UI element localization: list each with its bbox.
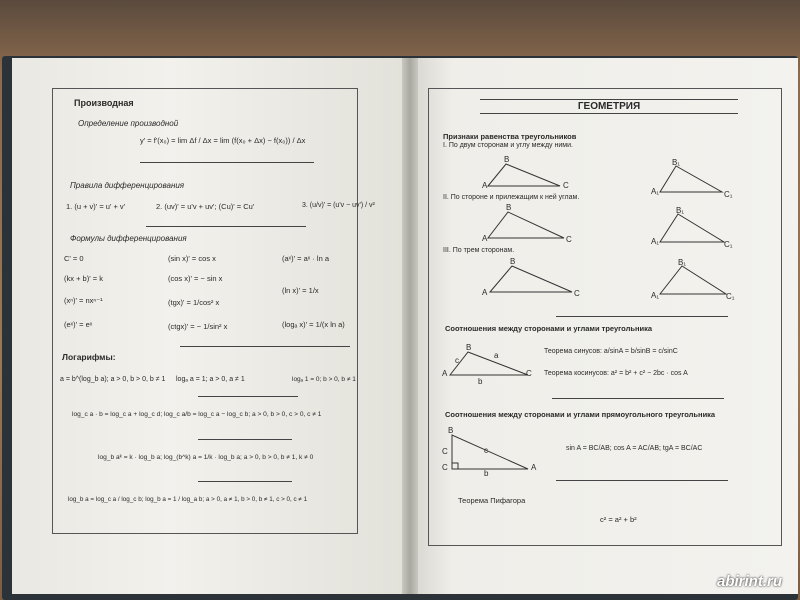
label-B: B <box>504 155 510 164</box>
label-B: B <box>466 343 472 352</box>
triangle-abc-3 <box>490 266 572 292</box>
triangle-a1b1c1-3 <box>660 266 726 294</box>
log-line-4: log_c a · b = log_c a + log_c d; log_c a/b = log_c a − log_c b; a > 0, b > 0, c > 0, c ≠ 1 <box>72 411 322 418</box>
right-triangle-figure <box>440 425 540 480</box>
label-C: C <box>526 369 532 378</box>
divider-line <box>556 480 728 481</box>
pythagoras-label: Теорема Пифагора <box>458 496 526 505</box>
divider-line <box>180 346 350 347</box>
formula-4: (kx + b)' = k <box>64 274 103 283</box>
triangle-a1b1c1-1 <box>660 166 722 192</box>
congruence-item-2: II. По стороне и прилежащим к ней углам. <box>443 194 580 201</box>
formula-7: (xⁿ)' = nxⁿ⁻¹ <box>64 296 103 305</box>
sides-angles-title: Соотношения между сторонами и углами треугольника <box>445 324 653 333</box>
label-C: C <box>563 181 569 190</box>
label-C1: C₁ <box>726 292 735 301</box>
derivative-title: Производная <box>74 98 134 108</box>
log-line-1: a = b^(log_b a); a > 0, b > 0, b ≠ 1 <box>60 376 166 383</box>
pythagoras-formula: c² = a² + b² <box>600 515 637 524</box>
right-triangle-formulas: sin A = BC/AB; cos A = AC/AB; tgA = BC/AC <box>566 445 703 452</box>
divider-line <box>140 162 314 163</box>
divider-line <box>552 398 724 399</box>
label-C-side-a: C <box>442 447 448 456</box>
label-b: b <box>484 469 489 478</box>
congruence-title: Признаки равенства треугольников <box>443 132 577 141</box>
formula-10: (eˣ)' = eˣ <box>64 320 93 329</box>
log-title: Логарифмы: <box>62 352 116 362</box>
label-A: A <box>482 234 488 243</box>
label-C1: C₁ <box>724 190 733 199</box>
label-A1: A₁ <box>651 187 660 196</box>
rule-2: 2. (uv)' = u'v + uv'; (Cu)' = Cu' <box>156 202 255 211</box>
label-B: B <box>510 257 516 266</box>
label-A: A <box>482 288 488 297</box>
triangle-abc-2 <box>488 212 564 238</box>
cosine-theorem: Теорема косинусов: a² = b² + c² − 2bc · cos A <box>544 370 688 377</box>
log-line-5: log_b aᵏ = k · log_b a; log_(b^k) a = 1/k · log_b a; a > 0, b > 0, b ≠ 1, k ≠ 0 <box>98 454 314 461</box>
log-line-3: logₐ 1 = 0; b > 0, b ≠ 1 <box>292 376 356 383</box>
label-b: b <box>478 377 483 386</box>
divider-line <box>198 439 292 440</box>
formula-11: (ctgx)' = − 1/sin² x <box>168 322 228 331</box>
formula-2: (sin x)' = cos x <box>168 254 216 263</box>
label-A: A <box>442 369 448 378</box>
congruence-item-1: I. По двум сторонам и углу между ними. <box>443 142 573 149</box>
label-B: B <box>448 426 454 435</box>
label-C: C <box>574 289 580 298</box>
divider-line <box>146 226 306 227</box>
geometry-title: ГЕОМЕТРИЯ <box>480 99 738 114</box>
rule-1: 1. (u + v)' = u' + v' <box>66 202 126 211</box>
log-line-2: logₐ a = 1; a > 0, a ≠ 1 <box>176 376 245 383</box>
rules-title: Правила дифференцирования <box>70 181 185 190</box>
congruence-item-3: III. По трем сторонам. <box>443 247 515 254</box>
triangle-a1b1c1-2 <box>660 214 724 242</box>
left-frame <box>52 88 358 534</box>
label-A: A <box>482 181 488 190</box>
divider-line <box>198 396 298 397</box>
formula-3: (aˣ)' = aˣ · ln a <box>282 254 329 263</box>
label-A: A <box>531 463 537 472</box>
log-line-6: log_b a = log_c a / log_c b; log_b a = 1 / log_a b; a > 0, a ≠ 1, b > 0, b ≠ 1, c > 0, c ≠ 1 <box>68 496 308 503</box>
formula-9: (logₐ x)' = 1/(x ln a) <box>282 320 345 329</box>
label-B1: B₁ <box>678 258 687 267</box>
formula-1: C' = 0 <box>64 254 84 263</box>
label-B1: B₁ <box>672 158 681 167</box>
label-C: C <box>566 235 572 244</box>
congruent-triangles-figure <box>428 150 780 305</box>
label-a: a <box>494 351 499 360</box>
formula-6: (ln x)' = 1/x <box>282 286 319 295</box>
sine-theorem: Теорема синусов: a/sinA = b/sinB = c/sinC <box>544 348 678 355</box>
formula-8: (tgx)' = 1/cos² x <box>168 298 220 307</box>
formula-5: (cos x)' = − sin x <box>168 274 223 283</box>
formulas-title: Формулы дифференцирования <box>70 234 187 243</box>
label-A1: A₁ <box>651 237 660 246</box>
right-triangle-title: Соотношения между сторонами и углами прямоугольного треугольника <box>445 410 716 419</box>
watermark-logo: abirint.ru <box>716 573 782 590</box>
label-A1: A₁ <box>651 291 660 300</box>
book-gutter <box>402 58 418 594</box>
definition-title: Определение производной <box>78 119 179 128</box>
label-B: B <box>506 203 512 212</box>
label-B1: B₁ <box>676 206 685 215</box>
label-c: c <box>455 356 459 365</box>
label-C: C <box>442 463 448 472</box>
definition-formula: y' = f'(x₀) = lim Δf / Δx = lim (f(x₀ + Δx) − f(x₀)) / Δx <box>140 136 306 145</box>
label-C1: C₁ <box>724 240 733 249</box>
triangle-abc-1 <box>488 164 560 186</box>
divider-line <box>198 481 292 482</box>
divider-line <box>556 316 728 317</box>
rule-3: 3. (u/v)' = (u'v − uv') / v² <box>302 202 375 209</box>
label-c: c <box>484 446 488 455</box>
